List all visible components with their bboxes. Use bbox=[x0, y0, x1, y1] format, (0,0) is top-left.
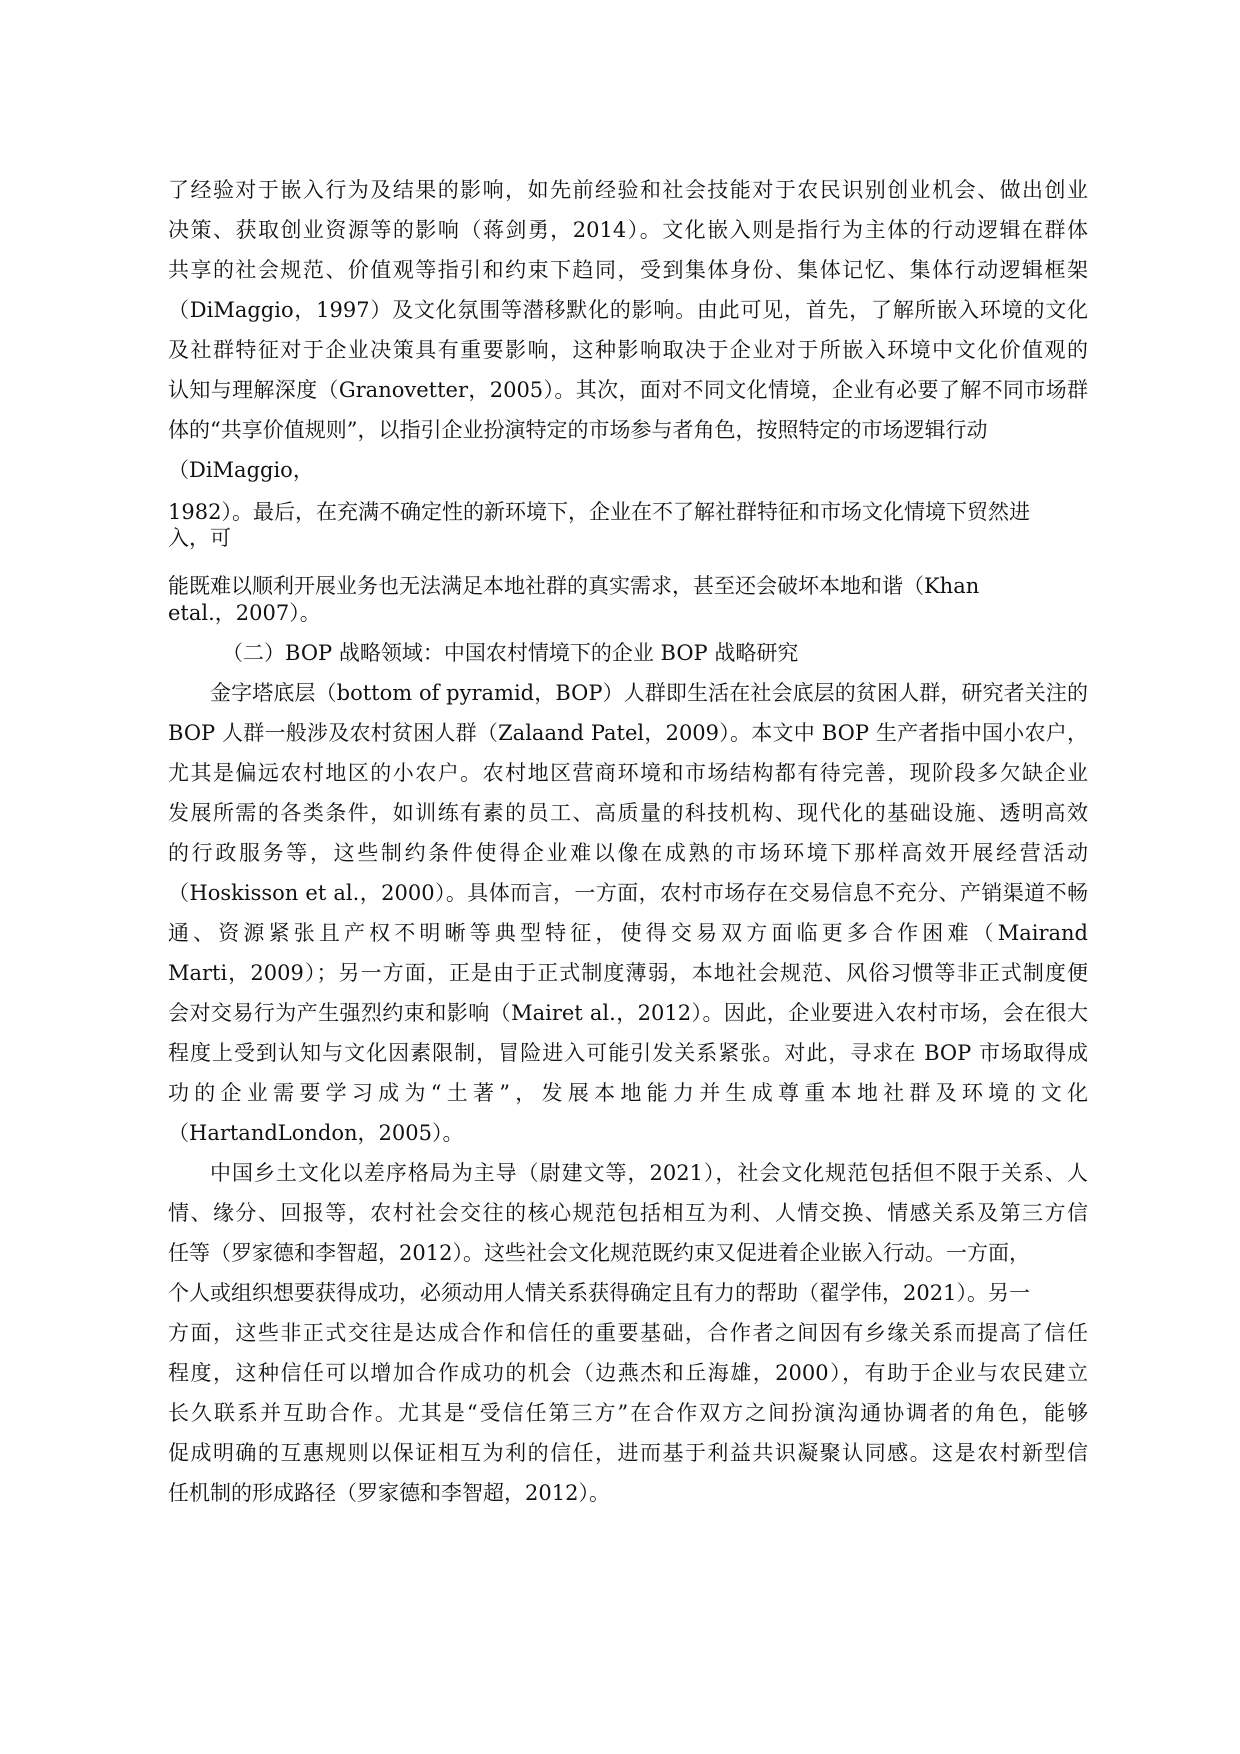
text-line: 金字塔底层（bottom of pyramid，BOP）人群即生活在社会底层的贫困人群，研究者关注的 bbox=[210, 681, 1088, 705]
text-line: 入，可 bbox=[168, 526, 231, 550]
text-line: 决策、获取创业资源等的影响（蒋剑勇，2014）。文化嵌入则是指行为主体的行动逻辑在群体 bbox=[168, 218, 1088, 242]
text-line: 方面，这些非正式交往是达成合作和信任的重要基础，合作者之间因有乡缘关系而提高了信任 bbox=[168, 1321, 1088, 1345]
text-line: BOP 人群一般涉及农村贫困人群（Zalaand Patel，2009）。本文中 BOP 生产者指中国小农户， bbox=[168, 721, 1088, 745]
text-line: 任机制的形成路径（罗家德和李智超，2012）。 bbox=[168, 1481, 610, 1505]
text-line: 能既难以顺利开展业务也无法满足本地社群的真实需求，甚至还会破坏本地和谐（Khan bbox=[168, 574, 980, 598]
text-line: （DiMaggio， bbox=[168, 458, 314, 482]
text-line: 任等（罗家德和李智超，2012）。这些社会文化规范既约束又促进着企业嵌入行动。一方面， bbox=[168, 1241, 1030, 1265]
text-line: （Hoskisson et al.，2000）。具体而言，一方面，农村市场存在交易信息不充分、产销渠道不畅 bbox=[168, 881, 1088, 905]
text-line: 了经验对于嵌入行为及结果的影响，如先前经验和社会技能对于农民识别创业机会、做出创业 bbox=[168, 178, 1088, 202]
text-line: 发展所需的各类条件，如训练有素的员工、高质量的科技机构、现代化的基础设施、透明高效 bbox=[168, 801, 1088, 825]
text-line: 促成明确的互惠规则以保证相互为利的信任，进而基于利益共识凝聚认同感。这是农村新型信 bbox=[168, 1441, 1088, 1465]
text-line: 共享的社会规范、价值观等指引和约束下趋同，受到集体身份、集体记忆、集体行动逻辑框架 bbox=[168, 258, 1088, 282]
text-line: 个人或组织想要获得成功，必须动用人情关系获得确定且有力的帮助（翟学伟，2021）。另一 bbox=[168, 1281, 1030, 1305]
text-line: 情、缘分、回报等，农村社会交往的核心规范包括相互为利、人情交换、情感关系及第三方信 bbox=[168, 1201, 1088, 1225]
text-line: （DiMaggio，1997）及文化氛围等潜移默化的影响。由此可见，首先，了解所嵌入环境的文化 bbox=[168, 298, 1088, 322]
text-line: 体的“共享价值规则”，以指引企业扮演特定的市场参与者角色，按照特定的市场逻辑行动 bbox=[168, 418, 988, 442]
text-line: （HartandLondon，2005）。 bbox=[168, 1121, 464, 1145]
text-line: 通、资源紧张且产权不明晰等典型特征，使得交易双方面临更多合作困难（Mairand bbox=[168, 921, 1088, 945]
text-line: 功的企业需要学习成为“土著”，发展本地能力并生成尊重本地社群及环境的文化 bbox=[168, 1081, 1088, 1105]
text-line: 尤其是偏远农村地区的小农户。农村地区营商环境和市场结构都有待完善，现阶段多欠缺企业 bbox=[168, 761, 1088, 785]
text-line: 程度，这种信任可以增加合作成功的机会（边燕杰和丘海雄，2000），有助于企业与农民建立 bbox=[168, 1361, 1088, 1385]
text-line: 认知与理解深度（Granovetter，2005）。其次，面对不同文化情境，企业有必要了解不同市场群 bbox=[168, 378, 1088, 402]
text-line: Marti，2009）；另一方面，正是由于正式制度薄弱，本地社会规范、风俗习惯等非正式制度便 bbox=[168, 961, 1088, 985]
text-line: 及社群特征对于企业决策具有重要影响，这种影响取决于企业对于所嵌入环境中文化价值观的 bbox=[168, 338, 1088, 362]
text-line: 长久联系并互助合作。尤其是“受信任第三方”在合作双方之间扮演沟通协调者的角色，能够 bbox=[168, 1401, 1088, 1425]
text-line: 程度上受到认知与文化因素限制，冒险进入可能引发关系紧张。对此，寻求在 BOP 市场取得成 bbox=[168, 1041, 1088, 1065]
text-line: 会对交易行为产生强烈约束和影响（Mairet al.，2012）。因此，企业要进入农村市场，会在很大 bbox=[168, 1001, 1088, 1025]
section-heading-text: （二）BOP 战略领域：中国农村情境下的企业 BOP 战略研究 bbox=[222, 641, 799, 665]
text-line: 的行政服务等，这些制约条件使得企业难以像在成熟的市场环境下那样高效开展经营活动 bbox=[168, 841, 1088, 865]
text-line: 中国乡土文化以差序格局为主导（尉建文等，2021），社会文化规范包括但不限于关系、人 bbox=[210, 1161, 1088, 1185]
text-line: etal.，2007）。 bbox=[168, 601, 321, 625]
text-line: 1982）。最后，在充满不确定性的新环境下，企业在不了解社群特征和市场文化情境下贸然进 bbox=[168, 500, 1030, 524]
